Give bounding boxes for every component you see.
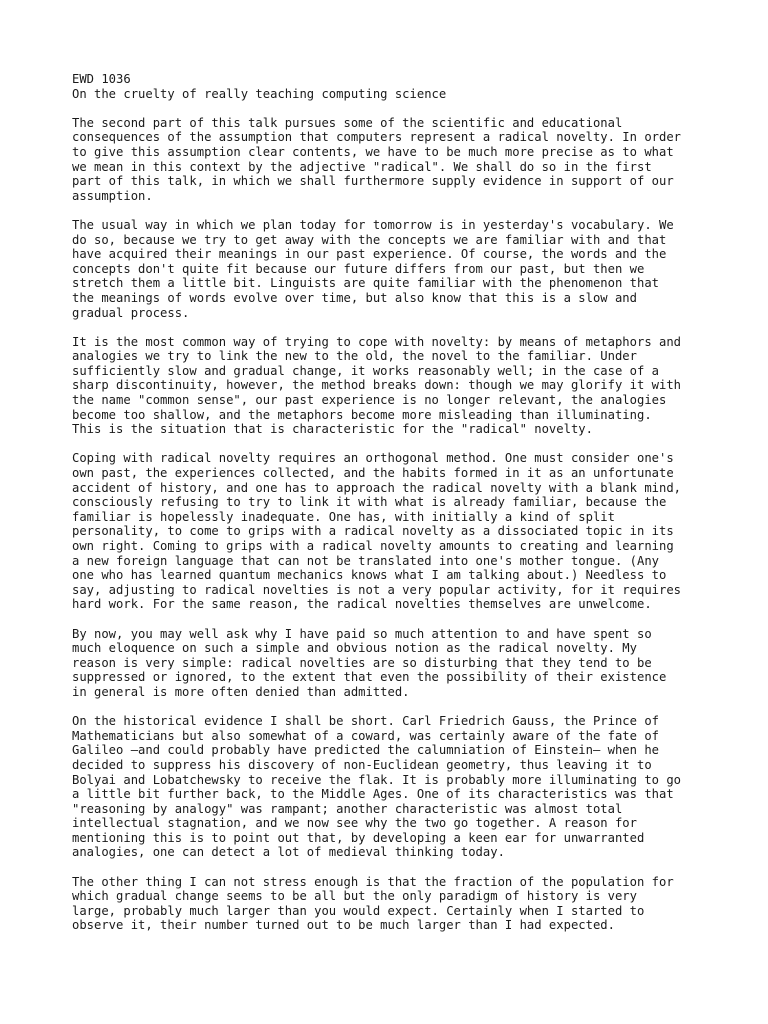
text-line: the meanings of words evolve over time, but also know that this is a slow and (72, 290, 637, 305)
text-line: in general is more often denied than admitted. (72, 684, 410, 699)
text-line: On the historical evidence I shall be short. Carl Friedrich Gauss, the Prince of (72, 714, 659, 729)
text-line: Bolyai and Lobatchewsky to receive the flak. It is probably more illuminating to go (72, 772, 682, 787)
document-title: On the cruelty of really teaching computing science (72, 86, 447, 101)
text-line: large, probably much larger than you would expect. Certainly when I started to (72, 903, 645, 918)
text-line: suppressed or ignored, to the extent that even the possibility of their existence (72, 670, 667, 685)
text-line: The other thing I can not stress enough is that the fraction of the population for (72, 874, 674, 889)
text-line: mentioning this is to point out that, by developing a keen ear for unwarranted (72, 830, 645, 845)
paragraph (72, 627, 712, 700)
text-line: the name "common sense", our past experience is no longer relevant, the analogies (72, 393, 667, 408)
text-line: It is the most common way of trying to cope with novelty: by means of metaphors and (72, 334, 682, 349)
document-page (72, 72, 712, 933)
text-line: This is the situation that is characteristic for the "radical" novelty. (72, 422, 593, 437)
text-line: concepts don't quite fit because our future differs from our past, but then we (72, 261, 645, 276)
text-line: The usual way in which we plan today for tomorrow is in yesterday's vocabulary. We (72, 217, 674, 232)
text-line: reason is very simple: radical novelties are so disturbing that they tend to be (72, 655, 652, 670)
text-line: to give this assumption clear contents, we have to be much more precise as to what (72, 144, 674, 159)
text-line: gradual process. (72, 305, 190, 320)
text-line: sharp discontinuity, however, the method breaks down: though we may glorify it with (72, 378, 682, 393)
text-line: consequences of the assumption that computers represent a radical novelty. In order (72, 130, 682, 145)
text-line: which gradual change seems to be all but the only paradigm of history is very (72, 889, 637, 904)
text-line: Galileo —and could probably have predicted the calumniation of Einstein— when he (72, 743, 659, 758)
text-line: decided to suppress his discovery of non-Euclidean geometry, thus leaving it to (72, 757, 652, 772)
text-line: become too shallow, and the metaphors become more misleading than illuminating. (72, 407, 652, 422)
text-line: a new foreign language that can not be translated into one's mother tongue. (Any (72, 553, 659, 568)
text-line: consciously refusing to try to link it with what is already familiar, because the (72, 495, 667, 510)
text-line: By now, you may well ask why I have paid so much attention to and have spent so (72, 626, 652, 641)
text-line: intellectual stagnation, and we now see why the two go together. A reason for (72, 816, 637, 831)
text-line: one who has learned quantum mechanics knows what I am talking about.) Needless to (72, 568, 667, 583)
paragraph (72, 451, 712, 612)
text-line: The second part of this talk pursues some of the scientific and educational (72, 115, 623, 130)
text-line: stretch them a little bit. Linguists are quite familiar with the phenomenon that (72, 276, 659, 291)
text-line: own right. Coming to grips with a radical novelty amounts to creating and learning (72, 539, 674, 553)
paragraph (72, 875, 712, 933)
text-line: have acquired their meanings in our past experience. Of course, the words and the (72, 247, 667, 262)
text-line: sufficiently slow and gradual change, it works reasonably well; in the case of a (72, 363, 659, 378)
text-line: accident of history, and one has to approach the radical novelty with a blank mind, (72, 480, 682, 495)
document-id: EWD 1036 (72, 72, 131, 86)
text-line: "reasoning by analogy" was rampant; another characteristic was almost total (72, 801, 623, 816)
paragraph (72, 714, 712, 860)
text-line: analogies, one can detect a lot of medieval thinking today. (72, 845, 505, 860)
text-line: part of this talk, in which we shall furthermore supply evidence in support of our (72, 174, 674, 189)
paragraph (72, 218, 712, 320)
text-line: familiar is hopelessly inadequate. One has, with initially a kind of split (72, 509, 615, 524)
text-line: personality, to come to grips with a radical novelty as a dissociated topic in its (72, 524, 674, 539)
text-line: we mean in this context by the adjective "radical". We shall do so in the first (72, 159, 652, 174)
document-body (72, 116, 712, 933)
text-line: much eloquence on such a simple and obvious notion as the radical novelty. My (72, 641, 637, 656)
text-line: Coping with radical novelty requires an orthogonal method. One must consider one's (72, 451, 674, 466)
text-line: do so, because we try to get away with the concepts we are familiar with and that (72, 232, 667, 247)
paragraph (72, 335, 712, 437)
text-line: observe it, their number turned out to be much larger than I had expected. (72, 918, 615, 933)
text-line: hard work. For the same reason, the radical novelties themselves are unwelcome. (72, 597, 652, 612)
paragraph (72, 116, 712, 204)
text-line: Mathematicians but also somewhat of a coward, was certainly aware of the fate of (72, 728, 659, 743)
text-line: own past, the experiences collected, and the habits formed in it as an unfortunate (72, 466, 674, 481)
text-line: say, adjusting to radical novelties is not a very popular activity, for it requires (72, 582, 682, 597)
text-line: analogies we try to link the new to the old, the novel to the familiar. Under (72, 349, 637, 364)
text-line: a little bit further back, to the Middle Ages. One of its characteristics was that (72, 787, 674, 802)
text-line: assumption. (72, 188, 153, 203)
